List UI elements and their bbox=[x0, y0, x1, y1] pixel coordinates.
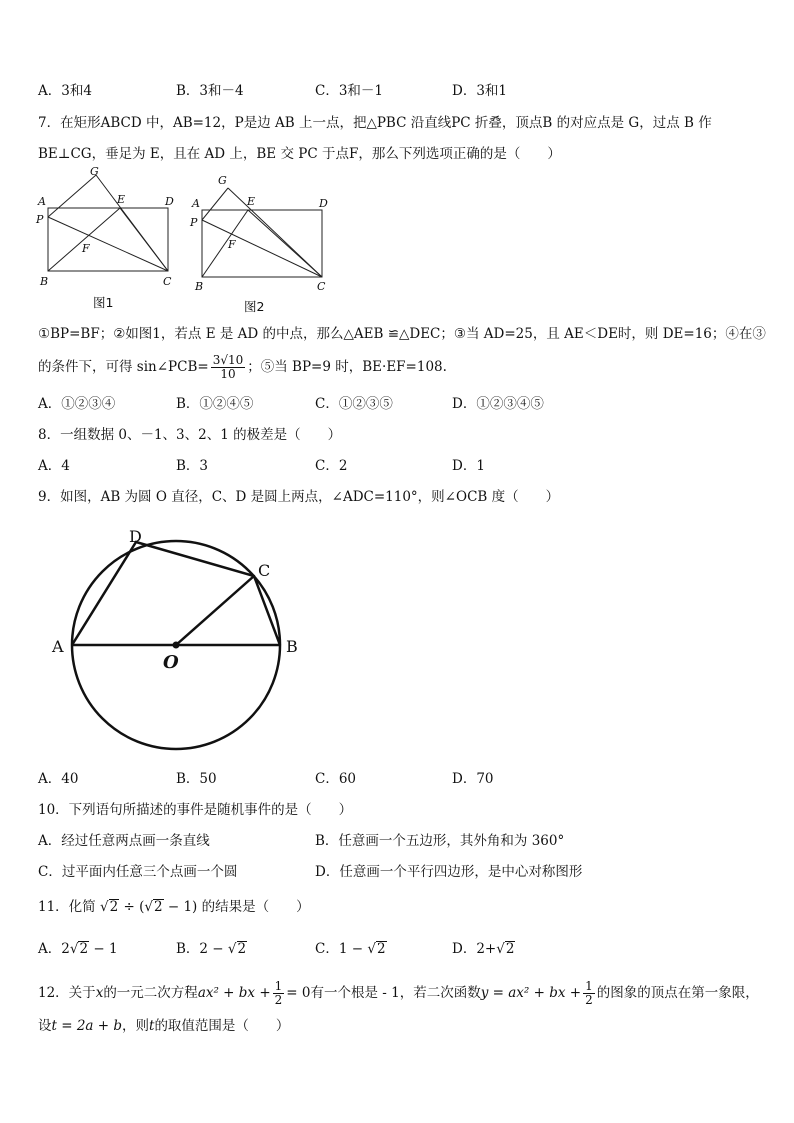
q7-fig2-line-ec bbox=[248, 210, 322, 277]
q11-stem bbox=[38, 898, 310, 916]
q12-function-lhs: y = ax² + bx + bbox=[480, 985, 582, 1001]
q7-stem-line2: BE⊥CG，垂足为 E，且在 AD 上，BE 交 PC 于点F，那么下列选项正确的是（ ） bbox=[38, 146, 561, 162]
q7-figure2-caption: 图2 bbox=[244, 299, 265, 314]
q10-option-d: D．任意画一个平行四边形，是中心对称图形 bbox=[315, 864, 583, 880]
q11-stem-post: − 1) 的结果是（ ） bbox=[163, 899, 310, 915]
q7-fig2-label-f: F bbox=[228, 238, 236, 251]
q7-sin-fraction-numerator: 3√10 bbox=[212, 353, 244, 367]
q7-fig1-line-pc bbox=[48, 217, 168, 271]
q6-option-d: D．3和1 bbox=[452, 83, 508, 99]
sqrt-icon: √ bbox=[367, 941, 376, 957]
q12-pre: 12．关于 bbox=[38, 985, 96, 1001]
q7-option-a: A．①②③④ bbox=[38, 396, 116, 412]
q10-option-a: A．经过任意两点画一条直线 bbox=[38, 833, 210, 849]
q7-fig2-label-p: P bbox=[190, 216, 198, 229]
q11-option-a-radicand: 2 bbox=[79, 941, 89, 957]
q11-option-d-label: D． bbox=[452, 941, 477, 957]
q11-radicand-a: 2 bbox=[109, 899, 119, 915]
q11-option-b-label: B． bbox=[176, 941, 200, 957]
q11-option-c-label: C． bbox=[315, 941, 339, 957]
q7-figure1-caption: 图1 bbox=[93, 295, 114, 310]
q9-option-a: A．40 bbox=[38, 771, 79, 787]
q12-var-t: t bbox=[149, 1018, 155, 1034]
q7-fig1-label-c: C bbox=[163, 275, 172, 288]
q7-fig1-line-pg bbox=[48, 175, 96, 217]
q7-figure1 bbox=[30, 165, 190, 295]
q12-function-fraction bbox=[583, 980, 595, 1007]
sqrt-icon: √ bbox=[496, 941, 505, 957]
q7-fig2-label-b: B bbox=[195, 280, 204, 293]
q11-option-c bbox=[315, 940, 387, 958]
q12-var-x: x bbox=[95, 985, 104, 1001]
q7-statements-line1: ①BP=BF；②如图1，若点 E 是 AD 的中点，那么△AEB ≌△DEC；③当 AD=25，且 AE＜DE时，则 DE=16；④在③ bbox=[38, 326, 766, 342]
q11-option-a bbox=[38, 940, 118, 958]
q6-option-a: A．3和4 bbox=[38, 83, 92, 99]
q12-line2-mid: ，则 bbox=[122, 1018, 149, 1034]
q9-stem: 9．如图，AB 为圆 O 直径，C、D 是圆上两点，∠ADC=110°，则∠OCB 度（ ） bbox=[38, 489, 560, 505]
q9-label-c: C bbox=[258, 561, 271, 580]
q7-fig1-label-e: E bbox=[117, 193, 126, 206]
q8-option-b: B．3 bbox=[176, 458, 209, 474]
q11-divide: ÷ ( bbox=[119, 899, 145, 915]
q7-stem-line1: 7．在矩形ABCD 中，AB=12，P是边 AB 上一点，把△PBC 沿直线PC 折叠，顶点B 的对应点是 G，过点 B 作 bbox=[38, 115, 712, 131]
q11-option-a-coef: 2 bbox=[61, 941, 70, 957]
q12-equation-fraction bbox=[273, 980, 285, 1007]
q7-fig1-label-f: F bbox=[82, 242, 90, 255]
q8-option-c: C．2 bbox=[315, 458, 348, 474]
q9-option-c: C．60 bbox=[315, 771, 357, 787]
q7-fig1-label-g: G bbox=[90, 165, 99, 178]
q12-function-fraction-den: 2 bbox=[585, 993, 593, 1007]
q12-equation-lhs: ax² + bx + bbox=[197, 985, 271, 1001]
q7-fig1-label-b: B bbox=[40, 275, 49, 288]
q7-fig1-line-ec bbox=[120, 208, 168, 271]
q9-center-dot bbox=[173, 642, 180, 649]
q12-equation-rhs: = 0 bbox=[286, 985, 311, 1001]
q10-option-c: C．过平面内任意三个点画一个圆 bbox=[38, 864, 238, 880]
q6-option-c: C．3和－1 bbox=[315, 83, 384, 99]
q11-option-d-radicand: 2 bbox=[505, 941, 515, 957]
q7-fig2-line-pg bbox=[202, 188, 228, 220]
q11-option-a-tail: − 1 bbox=[89, 941, 118, 957]
q7-option-c: C．①②③⑤ bbox=[315, 396, 393, 412]
q9-circle-figure bbox=[40, 520, 320, 770]
q9-radius-oc bbox=[176, 576, 254, 645]
q9-label-b: B bbox=[286, 637, 298, 656]
sqrt-icon: √ bbox=[99, 899, 109, 915]
q12-mid3: 的图象的顶点在第一象限， bbox=[596, 985, 759, 1001]
q11-stem-pre: 11．化简 bbox=[38, 899, 96, 915]
q12-mid1: 的一元二次方程 bbox=[103, 985, 198, 1001]
q11-option-d-head: 2+ bbox=[476, 941, 497, 957]
q11-option-c-radicand: 2 bbox=[376, 941, 386, 957]
q7-fig2-line-be bbox=[202, 210, 248, 277]
q12-function-fraction-num: 1 bbox=[585, 979, 593, 993]
q7-fig1-rectangle bbox=[48, 208, 168, 271]
q7-fig2-label-a: A bbox=[192, 197, 200, 210]
q11-option-b-head: 2 − bbox=[199, 941, 228, 957]
q11-option-a-label: A． bbox=[38, 941, 62, 957]
q7-fig2-label-c: C bbox=[317, 280, 326, 293]
sqrt-icon: √ bbox=[144, 899, 153, 915]
q6-option-b: B．3和－4 bbox=[176, 83, 244, 99]
q12-line2-pre: 设 bbox=[38, 1018, 52, 1034]
q11-option-d bbox=[452, 940, 515, 958]
q11-option-c-head: 1 − bbox=[338, 941, 368, 957]
sqrt-icon: √ bbox=[227, 941, 237, 957]
q9-option-b: B．50 bbox=[176, 771, 217, 787]
q12-stem-line1 bbox=[38, 976, 759, 1010]
q7-statements-line2-pre: 的条件下，可得 sin∠PCB= bbox=[38, 359, 209, 375]
q7-statements-line2 bbox=[38, 350, 447, 384]
q9-chords-adcb bbox=[72, 542, 280, 645]
q11-option-b bbox=[176, 940, 247, 958]
q12-equation-fraction-den: 2 bbox=[274, 993, 283, 1007]
q9-label-a: A bbox=[52, 637, 64, 656]
q7-fig2-label-d: D bbox=[319, 197, 328, 210]
q11-option-b-radicand: 2 bbox=[237, 941, 247, 957]
q12-t-expression: t = 2a + b bbox=[51, 1018, 122, 1034]
q7-fig1-label-d: D bbox=[165, 195, 174, 208]
q9-label-d: D bbox=[129, 527, 142, 546]
q7-fig2-label-g: G bbox=[218, 174, 227, 187]
q7-fig1-label-p: P bbox=[36, 213, 44, 226]
q8-option-a: A．4 bbox=[38, 458, 70, 474]
q7-sin-fraction bbox=[211, 354, 246, 381]
q7-option-b: B．①②④⑤ bbox=[176, 396, 254, 412]
q12-equation-fraction-num: 1 bbox=[274, 979, 283, 993]
q12-line2-post: 的取值范围是（ ） bbox=[154, 1018, 290, 1034]
q7-figure2 bbox=[186, 170, 346, 295]
q8-stem: 8．一组数据 0、－1、3、2、1 的极差是（ ） bbox=[38, 427, 342, 443]
sqrt-icon: √ bbox=[69, 941, 79, 957]
q12-stem-line2 bbox=[38, 1017, 289, 1035]
q12-mid2: 有一个根是 - 1，若二次函数 bbox=[310, 985, 481, 1001]
q11-radicand-b: 2 bbox=[153, 899, 163, 915]
q7-fig1-label-a: A bbox=[38, 195, 46, 208]
q8-option-d: D．1 bbox=[452, 458, 485, 474]
q10-option-b: B．任意画一个五边形，其外角和为 360° bbox=[315, 833, 565, 849]
q7-fig2-line-pc bbox=[202, 220, 322, 277]
q7-fig1-line-be bbox=[48, 208, 120, 271]
q7-statements-line2-post: ；⑤当 BP=9 时，BE·EF=108. bbox=[247, 359, 447, 375]
q7-fig2-label-e: E bbox=[247, 195, 256, 208]
q9-option-d: D．70 bbox=[452, 771, 494, 787]
q9-label-o: O bbox=[163, 652, 179, 673]
q7-option-d: D．①②③④⑤ bbox=[452, 396, 544, 412]
q7-sin-fraction-denominator: 10 bbox=[220, 367, 236, 381]
q10-stem: 10．下列语句所描述的事件是随机事件的是（ ） bbox=[38, 802, 353, 818]
